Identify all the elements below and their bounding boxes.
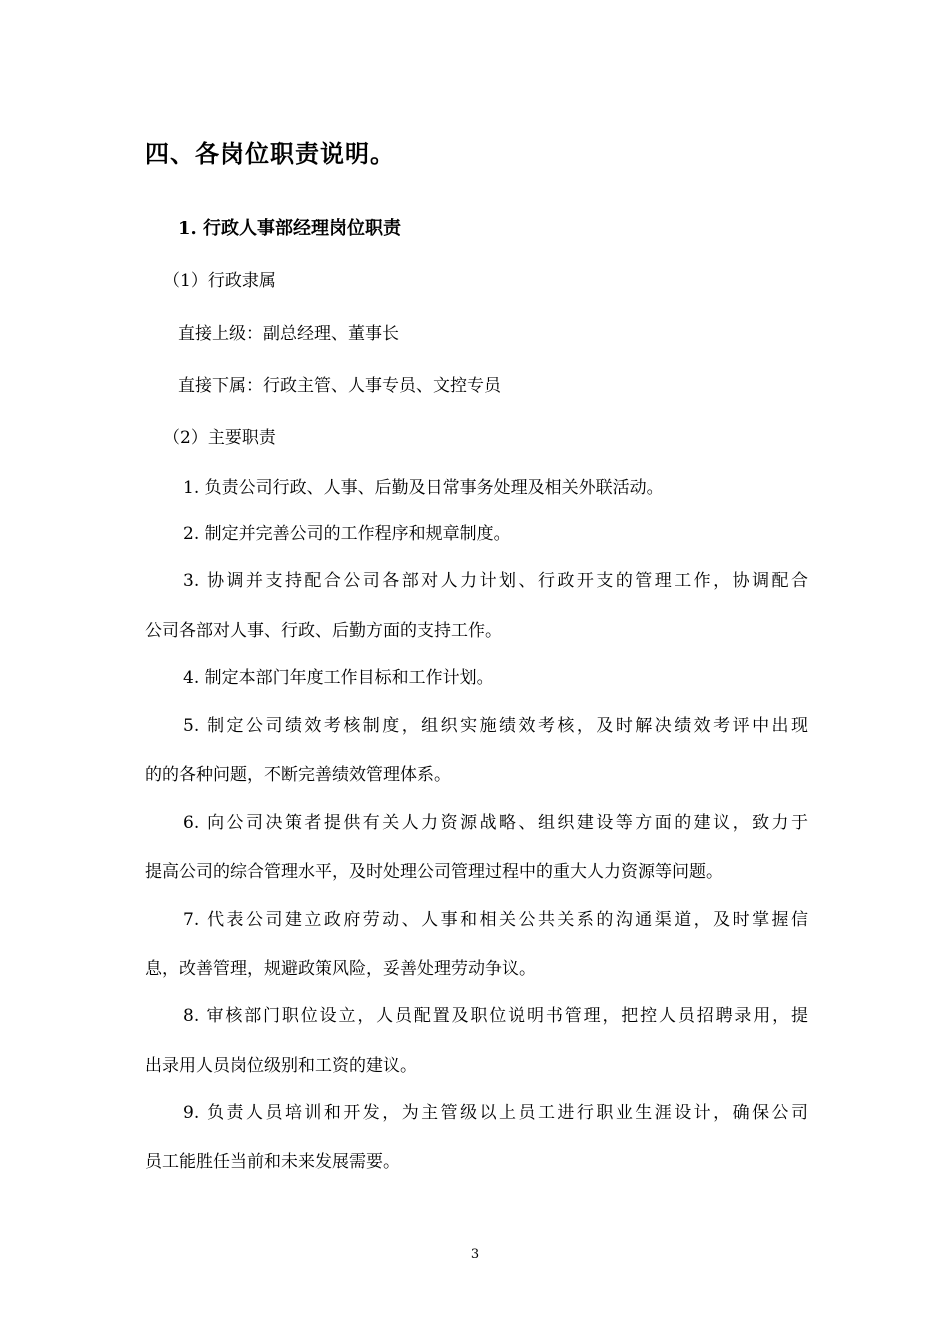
direct-superior: 直接上级：副总经理、董事长 <box>178 324 399 344</box>
duty-item-7-cont: 息，改善管理，规避政策风险，妥善处理劳动争议。 <box>145 959 536 979</box>
affiliation-heading: （1）行政隶属 <box>163 271 276 291</box>
section-title: 四、各岗位职责说明。 <box>145 140 395 168</box>
duty-item-6-cont: 提高公司的综合管理水平，及时处理公司管理过程中的重大人力资源等问题。 <box>145 862 723 882</box>
duty-item-9: 9. 负责人员培训和开发，为主管级以上员工进行职业生涯设计，确保公司 <box>183 1103 808 1123</box>
duty-item-3: 3. 协调并支持配合公司各部对人力计划、行政开支的管理工作，协调配合 <box>183 571 808 591</box>
duties-heading: （2）主要职责 <box>163 428 276 448</box>
duty-item-4: 4. 制定本部门年度工作目标和工作计划。 <box>183 668 494 688</box>
duty-item-1: 1. 负责公司行政、人事、后勤及日常事务处理及相关外联活动。 <box>183 478 664 498</box>
page-number: 3 <box>470 1247 480 1262</box>
duty-item-8-cont: 出录用人员岗位级别和工资的建议。 <box>145 1056 417 1076</box>
duty-item-8: 8. 审核部门职位设立，人员配置及职位说明书管理，把控人员招聘录用，提 <box>183 1006 808 1026</box>
duty-item-6: 6. 向公司决策者提供有关人力资源战略、组织建设等方面的建议，致力于 <box>183 813 808 833</box>
duty-item-5: 5. 制定公司绩效考核制度，组织实施绩效考核，及时解决绩效考评中出现 <box>183 716 808 736</box>
direct-subordinate: 直接下属：行政主管、人事专员、文控专员 <box>178 376 501 396</box>
duty-item-3-cont: 公司各部对人事、行政、后勤方面的支持工作。 <box>145 621 502 641</box>
duty-item-9-cont: 员工能胜任当前和未来发展需要。 <box>145 1152 400 1172</box>
duty-item-5-cont: 的的各种问题，不断完善绩效管理体系。 <box>145 765 451 785</box>
duty-item-2: 2. 制定并完善公司的工作程序和规章制度。 <box>183 524 511 544</box>
subsection-title: 1. 行政人事部经理岗位职责 <box>178 218 402 239</box>
duty-item-7: 7. 代表公司建立政府劳动、人事和相关公共关系的沟通渠道，及时掌握信 <box>183 910 808 930</box>
